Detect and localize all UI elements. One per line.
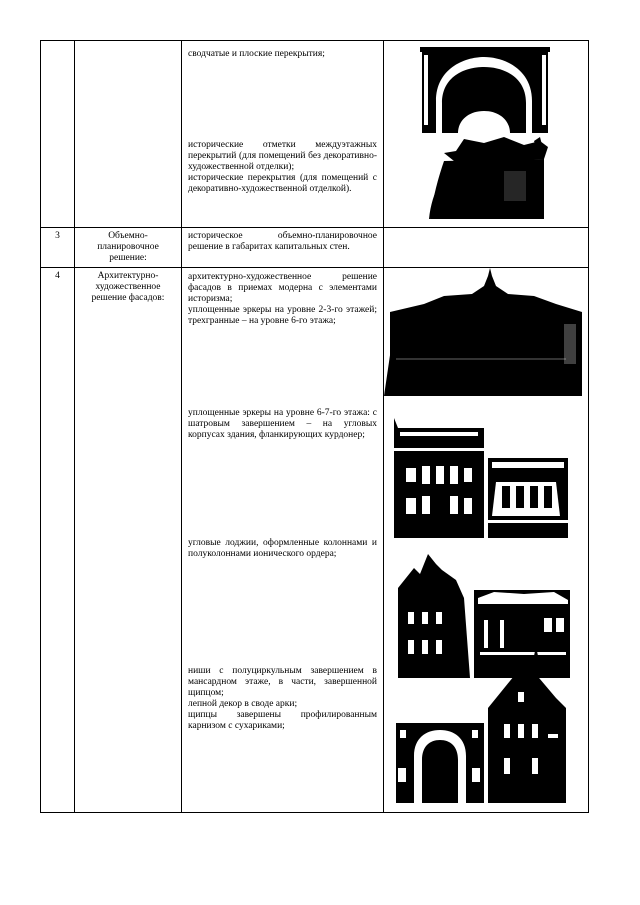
table-row [41, 268, 589, 813]
description-line: уплощенные эркеры на уровне 2-3-го этажей; трехгранные – на уровне 6-го этажа; [188, 305, 377, 326]
bay-window-photo [488, 458, 568, 538]
description-line: исторические отметки междуэтажных перекрытий (для помещений без декоративно-художественной отделки); [188, 140, 377, 172]
features-table [40, 40, 589, 813]
row-description [182, 268, 384, 813]
row-number: 4 [41, 268, 75, 813]
facade-dome-photo [384, 268, 582, 396]
corner-bay-photo [394, 418, 484, 538]
table-row [41, 228, 589, 268]
vaulted-ceiling-photo [420, 47, 550, 135]
arch-niche-photo [396, 723, 484, 803]
description-line: уплощенные эркеры на уровне 6-7-го этажа: с шатровым завершением – на угловых корпусах здания, фланкирующих курдонер; [188, 408, 377, 440]
description-line: архитектурно-художественное решение фасадов в приемах модерна с элементами историзма; [188, 272, 377, 304]
description-line: сводчатые и плоские перекрытия; [188, 49, 325, 59]
photo-cell [384, 268, 589, 813]
row-name [75, 41, 182, 228]
description-line: лепной декор в своде арки; [188, 699, 298, 709]
photo-cell [384, 228, 589, 268]
svg-text:¦: ¦ [534, 641, 536, 650]
row-name: Объемно-планировочное решение: [75, 228, 182, 268]
description-line: угловые лоджии, оформленные колоннами и полуколоннами ионического ордера; [188, 538, 377, 559]
interior-ceiling-photo [429, 137, 548, 219]
description-line: историческое объемно-планировочное решение в габаритах капитальных стен. [188, 231, 377, 252]
description-line: исторические перекрытия (для помещений с декоративно-художественной отделкой). [188, 173, 377, 194]
row-description [182, 228, 384, 268]
row-description [182, 41, 384, 228]
row-number [41, 41, 75, 228]
description-line: ниши с полуциркульным завершением в мансардном этаже, в части, завершенной щипцом; [188, 666, 377, 698]
loggia-photo-left [398, 554, 470, 678]
table-row [41, 41, 589, 228]
row-name: Архитектурно-художественное решение фасадов: [75, 268, 182, 813]
row-number: 3 [41, 228, 75, 268]
photo-cell [384, 41, 589, 228]
description-line: щипцы завершены профилированным карнизом с сухариками; [188, 710, 377, 731]
loggia-photo-right [474, 590, 570, 678]
